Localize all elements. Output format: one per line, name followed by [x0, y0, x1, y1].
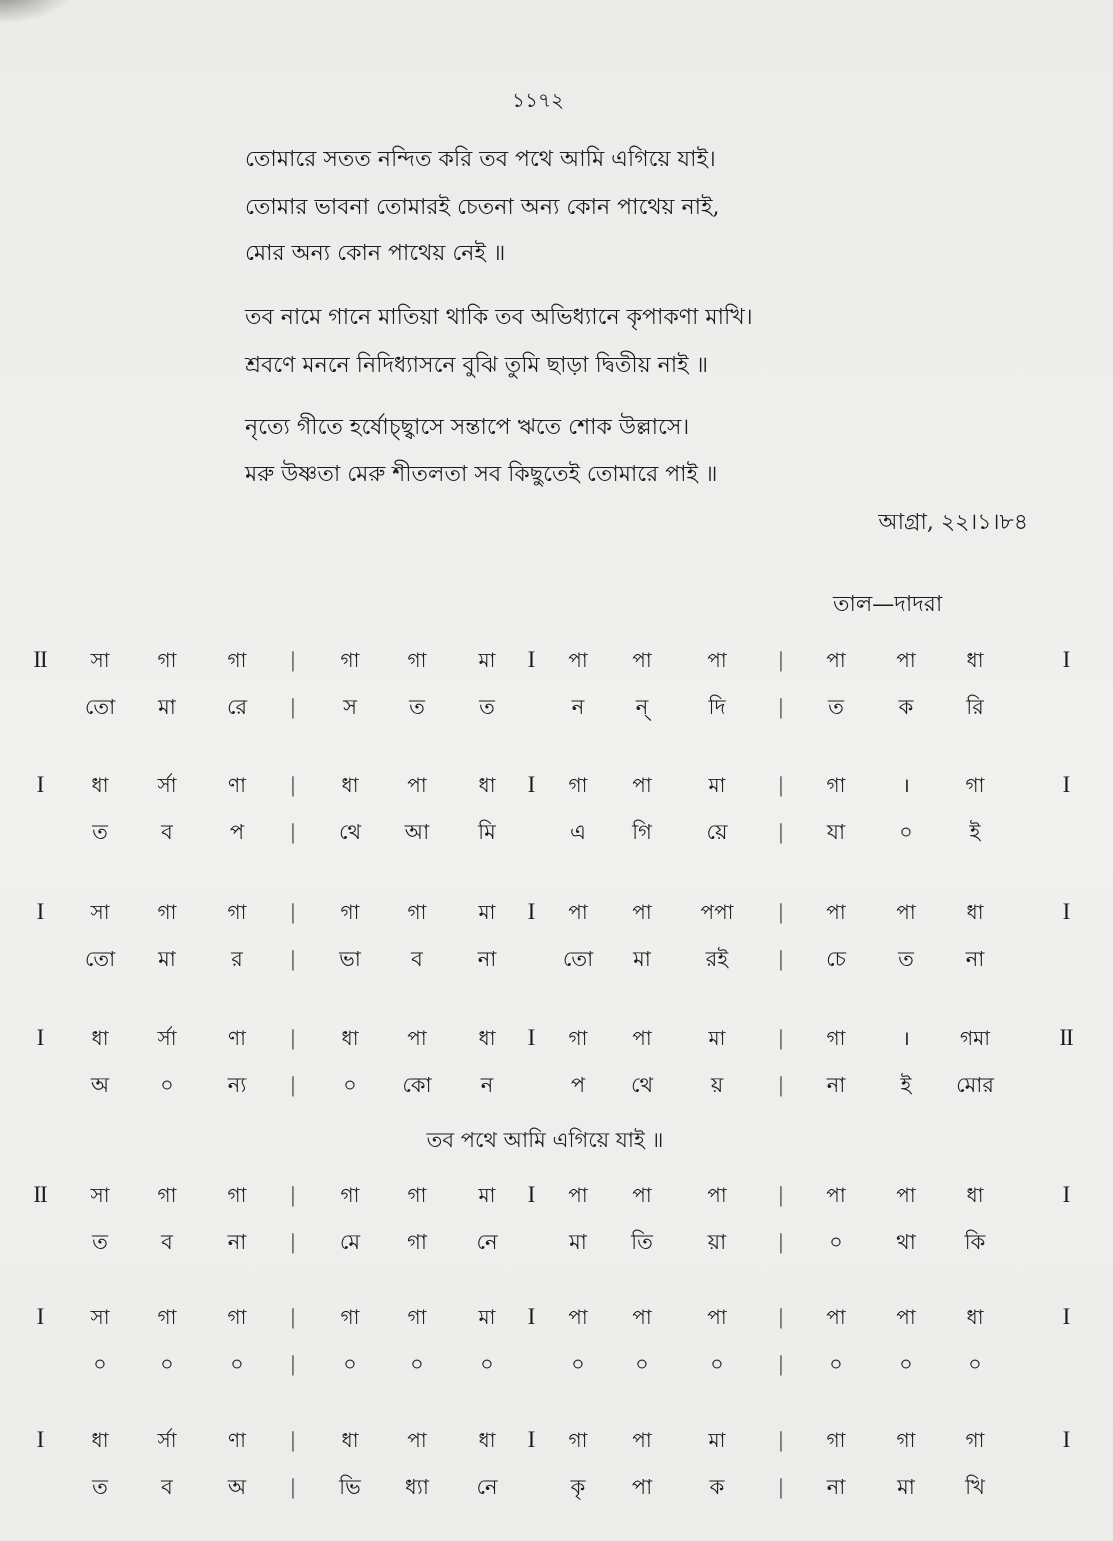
lyric-syllable: নে	[476, 1230, 498, 1254]
lyric-syllable: ত	[479, 695, 495, 719]
beat-bar-line: |	[290, 1304, 296, 1329]
swara-note: ধা	[341, 1026, 359, 1050]
lyric-syllable: না	[826, 1073, 846, 1097]
swara-note: গা	[896, 1428, 916, 1452]
beat-bar-line: |	[290, 1182, 296, 1207]
lyric-syllable: ন্য	[227, 1073, 247, 1097]
end-bar-marker: I	[1062, 647, 1070, 672]
lyric-syllable: স	[343, 695, 357, 719]
lyric-syllable: ব	[161, 1475, 173, 1499]
swara-note: পা	[407, 1026, 427, 1050]
middle-bar-marker: I	[527, 1427, 535, 1452]
swara-note: গা	[340, 900, 360, 924]
start-bar-marker: I	[36, 899, 44, 924]
beat-bar-line: |	[290, 1025, 296, 1050]
beat-bar-line: |	[290, 1427, 296, 1452]
swara-note: গা	[157, 1305, 177, 1329]
swara-note: পা	[632, 1428, 652, 1452]
lyric-syllable: র	[231, 947, 243, 971]
swara-note: পা	[826, 1183, 846, 1207]
lyric-syllable: য়ে	[706, 820, 728, 844]
swara-note: সা	[90, 900, 110, 924]
beat-bar-line: |	[290, 1351, 296, 1376]
lyric-syllable: কৃ	[570, 1475, 586, 1499]
lyric-syllable: ০	[160, 1073, 174, 1097]
swara-note: ধা	[341, 773, 359, 797]
lyric-syllable: ০	[899, 820, 913, 844]
swara-note: পা	[568, 900, 588, 924]
lyric-syllable: ০	[635, 1352, 649, 1376]
start-bar-marker: II	[33, 1182, 47, 1207]
swara-note: গা	[340, 648, 360, 672]
lyric-line: মরু উষ্ণতা মেরু শীতলতা সব কিছুতেই তোমারে পাই ॥	[245, 462, 718, 487]
swara-note: ধা	[478, 1428, 496, 1452]
swara-note: পা	[707, 1305, 727, 1329]
end-bar-marker: I	[1062, 899, 1070, 924]
swara-note: ধা	[966, 900, 984, 924]
swara-note: পা	[826, 1305, 846, 1329]
tala-label: তাল—দাদরা	[833, 592, 943, 617]
date-place: আগ্রা, ২২।১।৮৪	[878, 510, 1028, 535]
swara-note: গা	[340, 1183, 360, 1207]
lyric-syllable: ০	[829, 1352, 843, 1376]
start-bar-marker: I	[36, 772, 44, 797]
lyric-syllable: থে	[630, 1073, 654, 1097]
swara-note: মা	[478, 648, 496, 672]
lyric-syllable: মা	[897, 1475, 915, 1499]
beat-bar-line: |	[778, 1351, 784, 1376]
beat-bar-line: |	[778, 647, 784, 672]
beat-bar-line: |	[778, 1072, 784, 1097]
swara-note: মা	[708, 773, 726, 797]
lyric-syllable: পা	[631, 1475, 653, 1499]
swara-note: ধা	[91, 1428, 109, 1452]
middle-bar-marker: I	[527, 1304, 535, 1329]
refrain-line: তব পথে আমি এগিয়ে যাই ॥	[426, 1128, 664, 1152]
lyric-syllable: তো	[562, 947, 594, 971]
swara-note: পা	[826, 900, 846, 924]
swara-note: ।	[902, 773, 910, 797]
swara-note: পপা	[700, 900, 734, 924]
lyric-syllable: ০	[571, 1352, 585, 1376]
swara-note: র্সা	[157, 1026, 177, 1050]
start-bar-marker: I	[36, 1025, 44, 1050]
swara-note: পা	[632, 1183, 652, 1207]
swara-note: গা	[407, 1305, 427, 1329]
lyric-syllable: তি	[631, 1230, 653, 1254]
beat-bar-line: |	[290, 946, 296, 971]
swara-note: সা	[90, 1305, 110, 1329]
lyric-syllable: ন্	[635, 695, 649, 719]
swara-note: পা	[896, 648, 916, 672]
start-bar-marker: I	[36, 1304, 44, 1329]
lyric-syllable: ত	[409, 695, 425, 719]
swara-note: পা	[632, 1305, 652, 1329]
lyric-syllable: মে	[339, 1230, 361, 1254]
lyric-syllable: ই	[900, 1073, 912, 1097]
swara-note: গমা	[959, 1026, 991, 1050]
swara-note: পা	[896, 900, 916, 924]
lyric-syllable: ক	[709, 1475, 725, 1499]
lyric-syllable: রে	[226, 695, 248, 719]
lyric-syllable: ০	[710, 1352, 724, 1376]
lyric-syllable: মা	[633, 947, 651, 971]
swara-note: গা	[826, 773, 846, 797]
swara-note: পা	[568, 1183, 588, 1207]
swara-note: ণা	[228, 773, 246, 797]
lyric-line: মোর অন্য কোন পাথেয় নেই ॥	[245, 241, 506, 266]
swara-note: গা	[227, 648, 247, 672]
swara-note: গা	[227, 1183, 247, 1207]
swara-note: পা	[568, 1305, 588, 1329]
lyric-syllable: না	[965, 947, 985, 971]
middle-bar-marker: I	[527, 899, 535, 924]
lyric-syllable: ক	[898, 695, 914, 719]
swara-note: মা	[478, 1305, 496, 1329]
lyric-syllable: ০	[343, 1073, 357, 1097]
lyric-syllable: অ	[227, 1475, 247, 1499]
middle-bar-marker: I	[527, 772, 535, 797]
lyric-syllable: না	[477, 947, 497, 971]
end-bar-marker: I	[1062, 1182, 1070, 1207]
lyric-syllable: য়	[710, 1073, 724, 1097]
lyric-syllable: মা	[569, 1230, 587, 1254]
lyric-syllable: ০	[343, 1352, 357, 1376]
lyric-syllable: ব	[161, 1230, 173, 1254]
lyric-syllable: চে	[826, 947, 846, 971]
swara-note: গা	[157, 900, 177, 924]
swara-note: পা	[632, 648, 652, 672]
swara-note: ধা	[91, 773, 109, 797]
lyric-syllable: ই	[969, 820, 981, 844]
end-bar-marker: I	[1062, 1304, 1070, 1329]
lyric-syllable: নে	[476, 1475, 498, 1499]
beat-bar-line: |	[778, 1427, 784, 1452]
swara-note: মা	[708, 1428, 726, 1452]
beat-bar-line: |	[290, 1072, 296, 1097]
swara-note: পা	[632, 773, 652, 797]
lyric-syllable: ত	[92, 1230, 108, 1254]
lyric-syllable: ত	[92, 1475, 108, 1499]
swara-note: গা	[965, 1428, 985, 1452]
beat-bar-line: |	[290, 694, 296, 719]
end-bar-marker: I	[1062, 1427, 1070, 1452]
swara-note: গা	[826, 1428, 846, 1452]
swara-note: ধা	[341, 1428, 359, 1452]
swara-note: গা	[407, 900, 427, 924]
beat-bar-line: |	[778, 1304, 784, 1329]
lyric-syllable: কি	[964, 1230, 986, 1254]
swara-note: মা	[708, 1026, 726, 1050]
lyric-syllable: খি	[965, 1475, 985, 1499]
beat-bar-line: |	[778, 1229, 784, 1254]
swara-note: গা	[568, 773, 588, 797]
swara-note: সা	[90, 648, 110, 672]
swara-note: গা	[568, 1428, 588, 1452]
swara-note: ধা	[966, 1305, 984, 1329]
lyric-syllable: প	[570, 1073, 586, 1097]
lyric-syllable: রই	[705, 947, 729, 971]
lyric-syllable: রি	[966, 695, 984, 719]
swara-note: পা	[896, 1305, 916, 1329]
beat-bar-line: |	[290, 899, 296, 924]
lyric-line: তোমারে সতত নন্দিত করি তব পথে আমি এগিয়ে যাই।	[245, 147, 716, 172]
beat-bar-line: |	[290, 647, 296, 672]
swara-note: পা	[826, 648, 846, 672]
beat-bar-line: |	[778, 772, 784, 797]
lyric-syllable: মি	[478, 820, 496, 844]
swara-note: গা	[340, 1305, 360, 1329]
beat-bar-line: |	[778, 694, 784, 719]
end-bar-marker: II	[1059, 1025, 1073, 1050]
swara-note: মা	[478, 1183, 496, 1207]
lyric-syllable: ত	[828, 695, 844, 719]
swara-note: ধা	[966, 648, 984, 672]
swara-note: পা	[707, 648, 727, 672]
swara-note: পা	[407, 773, 427, 797]
swara-note: গা	[407, 648, 427, 672]
lyric-syllable: ন	[571, 695, 585, 719]
middle-bar-marker: I	[527, 1182, 535, 1207]
lyric-syllable: কো	[402, 1073, 432, 1097]
swara-note: গা	[568, 1026, 588, 1050]
beat-bar-line: |	[778, 946, 784, 971]
lyric-syllable: ০	[899, 1352, 913, 1376]
swara-note: ধা	[478, 1026, 496, 1050]
swara-note: র্সা	[157, 773, 177, 797]
lyric-syllable: আ	[404, 820, 430, 844]
beat-bar-line: |	[290, 1229, 296, 1254]
lyric-syllable: ত	[92, 820, 108, 844]
swara-note: গা	[407, 1183, 427, 1207]
start-bar-marker: II	[33, 647, 47, 672]
lyric-syllable: থে	[338, 820, 362, 844]
swara-note: গা	[227, 1305, 247, 1329]
lyric-syllable: না	[227, 1230, 247, 1254]
lyric-syllable: গা	[407, 1230, 427, 1254]
start-bar-marker: I	[36, 1427, 44, 1452]
lyric-syllable: ভা	[339, 947, 361, 971]
swara-note: পা	[407, 1428, 427, 1452]
lyric-line: শ্রবণে মননে নিদিধ্যাসনে বুঝি তুমি ছাড়া দ্বিতীয় নাই ॥	[245, 353, 709, 378]
lyric-line: তব নামে গানে মাতিয়া থাকি তব অভিধ্যানে কৃপাকণা মাখি।	[245, 305, 753, 330]
swara-note: পা	[896, 1183, 916, 1207]
lyric-syllable: মা	[158, 947, 176, 971]
swara-note: ধা	[966, 1183, 984, 1207]
swara-note: ধা	[91, 1026, 109, 1050]
lyric-syllable: অ	[90, 1073, 110, 1097]
lyric-syllable: গি	[632, 820, 652, 844]
lyric-syllable: ০	[93, 1352, 107, 1376]
swara-note: গা	[157, 648, 177, 672]
lyric-syllable: ০	[410, 1352, 424, 1376]
swara-note: পা	[568, 648, 588, 672]
swara-note: গা	[965, 773, 985, 797]
beat-bar-line: |	[778, 819, 784, 844]
page-number: ১১৭২	[512, 88, 564, 112]
beat-bar-line: |	[290, 1474, 296, 1499]
lyric-syllable: না	[826, 1475, 846, 1499]
lyric-syllable: ন	[480, 1073, 494, 1097]
lyric-syllable: ০	[480, 1352, 494, 1376]
middle-bar-marker: I	[527, 1025, 535, 1050]
end-bar-marker: I	[1062, 772, 1070, 797]
swara-note: পা	[632, 1026, 652, 1050]
swara-note: গা	[227, 900, 247, 924]
swara-note: সা	[90, 1183, 110, 1207]
swara-note: পা	[632, 900, 652, 924]
lyric-syllable: তো	[84, 695, 116, 719]
swara-note: গা	[826, 1026, 846, 1050]
lyric-syllable: মোর	[956, 1073, 994, 1097]
swara-note: গা	[157, 1183, 177, 1207]
lyric-syllable: ০	[160, 1352, 174, 1376]
swara-note: ।	[902, 1026, 910, 1050]
swara-note: র্সা	[157, 1428, 177, 1452]
lyric-syllable: ব	[411, 947, 423, 971]
middle-bar-marker: I	[527, 647, 535, 672]
lyric-syllable: প	[229, 820, 245, 844]
lyric-syllable: ভি	[339, 1475, 361, 1499]
lyric-syllable: তো	[84, 947, 116, 971]
lyric-syllable: ০	[230, 1352, 244, 1376]
lyric-syllable: থা	[896, 1230, 916, 1254]
lyric-syllable: মা	[158, 695, 176, 719]
lyric-syllable: যা	[826, 820, 846, 844]
beat-bar-line: |	[778, 1474, 784, 1499]
lyric-syllable: ০	[968, 1352, 982, 1376]
swara-note: ণা	[228, 1428, 246, 1452]
lyric-syllable: দি	[708, 695, 726, 719]
scan-shadow	[0, 0, 70, 22]
beat-bar-line: |	[778, 1182, 784, 1207]
lyric-syllable: য়া	[707, 1230, 727, 1254]
lyric-syllable: ধ্যা	[405, 1475, 429, 1499]
swara-note: ধা	[478, 773, 496, 797]
beat-bar-line: |	[290, 819, 296, 844]
swara-note: মা	[478, 900, 496, 924]
lyric-syllable: ব	[161, 820, 173, 844]
lyric-line: নৃত্যে গীতে হর্ষোচ্ছ্বাসে সন্তাপে ঋতে শোক উল্লাসে।	[245, 415, 690, 440]
beat-bar-line: |	[778, 1025, 784, 1050]
swara-note: পা	[707, 1183, 727, 1207]
lyric-syllable: এ	[570, 820, 586, 844]
lyric-syllable: ত	[898, 947, 914, 971]
beat-bar-line: |	[290, 772, 296, 797]
lyric-syllable: ০	[829, 1230, 843, 1254]
beat-bar-line: |	[778, 899, 784, 924]
lyric-line: তোমার ভাবনা তোমারই চেতনা অন্য কোন পাথেয় নাই,	[245, 195, 720, 220]
swara-note: ণা	[228, 1026, 246, 1050]
